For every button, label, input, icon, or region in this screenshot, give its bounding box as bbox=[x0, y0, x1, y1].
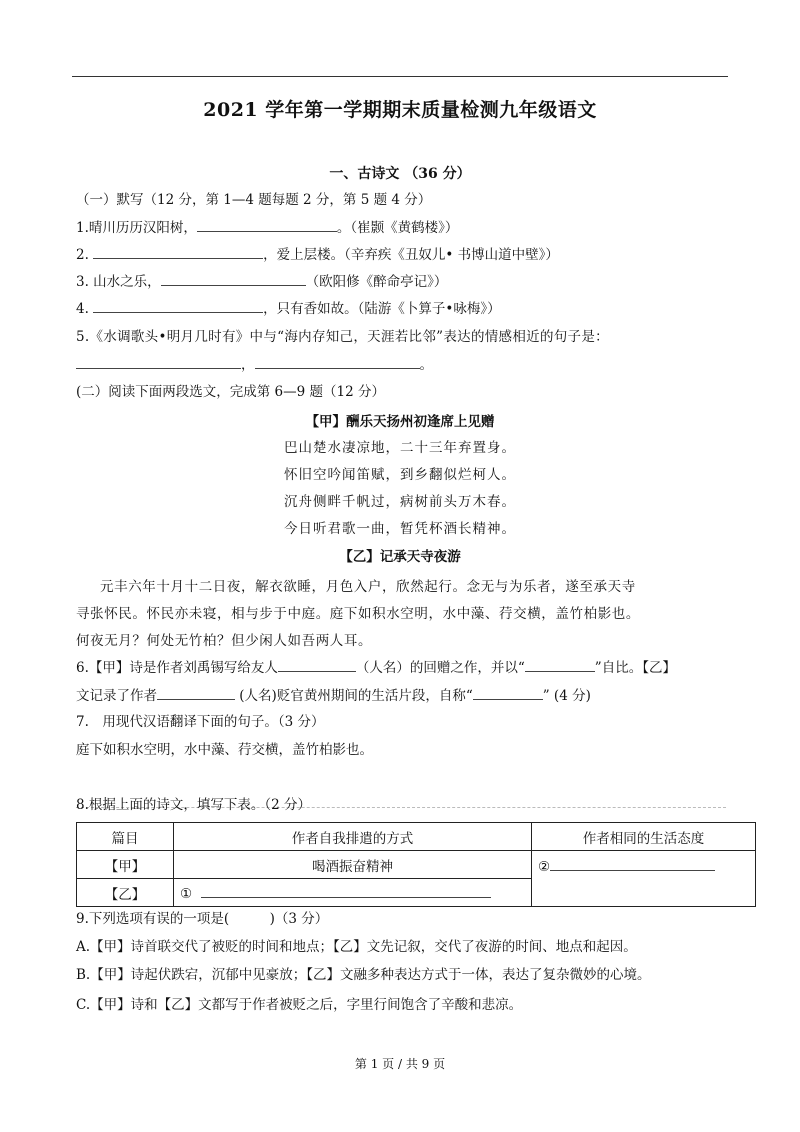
prose-line: 何夜无月？何处无竹柏？但少闲人如吾两人耳。 bbox=[76, 633, 373, 649]
q6-blank-3[interactable] bbox=[157, 685, 235, 700]
table-cell: 【甲】 bbox=[77, 851, 174, 879]
option-c[interactable]: C.【甲】诗和【乙】文都写于作者被贬之后，字里行间饱含了辛酸和悲凉。 bbox=[76, 997, 523, 1013]
question-6-line-2 bbox=[76, 685, 591, 706]
q1-prefix: 1.晴川历历汉阳树， bbox=[76, 220, 197, 236]
poem-line: 怀旧空吟闻笛赋，到乡翻似烂柯人。 bbox=[284, 467, 516, 483]
question-5: 5.《水调歌头•明月几时有》中与“海内存知己，天涯若比邻”表达的情感相近的句子是： bbox=[76, 329, 609, 345]
q6-text-a3: ”自比。【乙】 bbox=[594, 660, 676, 676]
q6-text-a1: 6.【甲】诗是作者刘禹锡写给友人 bbox=[76, 660, 278, 676]
question-5-answer bbox=[76, 354, 433, 375]
question-9: 9.下列选项有误的一项是( )（3 分） bbox=[76, 911, 329, 927]
prose-line: 元丰六年十月十二日夜，解衣欲睡，月色入户，欣然起行。念无与为乐者，遂至承天寺 bbox=[100, 579, 636, 595]
q8-blank-2[interactable] bbox=[550, 856, 715, 871]
q6-blank-1[interactable] bbox=[278, 657, 356, 672]
table-cell: 【乙】 bbox=[77, 879, 174, 907]
table-header: 作者相同的生活态度 bbox=[532, 823, 756, 851]
question-6-line-1 bbox=[76, 657, 676, 678]
question-3 bbox=[76, 271, 447, 292]
circled-2: ② bbox=[538, 859, 551, 875]
prose-title: 【乙】记承天寺夜游 bbox=[339, 549, 461, 565]
poem-line: 今日听君歌一曲，暂凭杯酒长精神。 bbox=[284, 521, 516, 537]
q5-sep: ， bbox=[241, 357, 255, 373]
question-8: 8.根据上面的诗文，填写下表。（2 分） bbox=[76, 797, 312, 813]
page-title: 2021 学年第一学期期末质量检测九年级语文 bbox=[203, 99, 597, 121]
section-heading: 一、古诗文 （36 分） bbox=[329, 166, 471, 182]
q6-text-b3: ” (4 分) bbox=[542, 688, 591, 704]
q6-blank-2[interactable] bbox=[525, 657, 595, 672]
q6-text-b1: 文记录了作者 bbox=[76, 688, 157, 704]
option-a[interactable]: A.【甲】诗首联交代了被贬的时间和地点；【乙】文先记叙，交代了夜游的时间、地点和起因。 bbox=[76, 939, 637, 955]
q5-end: 。 bbox=[419, 357, 433, 373]
question-7: 7. 用现代汉语翻译下面的句子。（3 分） bbox=[76, 714, 325, 730]
poem-line: 巴山楚水凄凉地，二十三年弃置身。 bbox=[284, 440, 516, 456]
q3-blank[interactable] bbox=[161, 271, 306, 286]
q3-prefix: 3. 山水之乐， bbox=[76, 274, 161, 290]
table-cell-answer-1[interactable] bbox=[174, 879, 532, 907]
poem-title: 【甲】酬乐天扬州初逢席上见赠 bbox=[305, 414, 495, 430]
table-cell: 喝酒振奋精神 bbox=[174, 851, 532, 879]
poem-line: 沉舟侧畔千帆过，病树前头万木春。 bbox=[284, 494, 516, 510]
part1-heading: （一）默写（12 分，第 1—4 题每题 2 分，第 5 题 4 分） bbox=[76, 192, 432, 208]
q6-text-a2: （人名）的回赠之作，并以“ bbox=[355, 660, 525, 676]
table-header: 篇目 bbox=[77, 823, 174, 851]
q1-blank[interactable] bbox=[197, 217, 337, 232]
option-b[interactable]: B.【甲】诗起伏跌宕，沉郁中见豪放；【乙】文融多种表达方式于一体，表达了复杂微妙的心境。 bbox=[76, 967, 651, 983]
question-7-sentence: 庭下如积水空明，水中藻、荇交横，盖竹柏影也。 bbox=[76, 742, 373, 758]
question-2 bbox=[76, 244, 559, 265]
q4-blank[interactable] bbox=[93, 298, 263, 313]
q3-suffix: （欧阳修《醉命亭记》） bbox=[305, 274, 448, 290]
question-1 bbox=[76, 217, 458, 238]
q6-blank-4[interactable] bbox=[473, 685, 543, 700]
q8-table bbox=[76, 822, 756, 907]
q8-blank-1[interactable] bbox=[201, 883, 491, 898]
q4-prefix: 4. bbox=[76, 301, 94, 317]
question-4 bbox=[76, 298, 501, 319]
q4-suffix: ，只有香如故。（陆游《卜算子•咏梅》） bbox=[263, 301, 501, 317]
prose-line: 寻张怀民。怀民亦未寝，相与步于中庭。庭下如积水空明，水中藻、荇交横，盖竹柏影也。 bbox=[76, 606, 640, 622]
q5-blank-1[interactable] bbox=[76, 354, 241, 369]
q5-blank-2[interactable] bbox=[255, 354, 420, 369]
header-rule bbox=[72, 76, 728, 77]
table-cell-answer-2[interactable] bbox=[532, 851, 756, 907]
q2-blank[interactable] bbox=[93, 244, 263, 259]
q2-prefix: 2. bbox=[76, 247, 94, 263]
q2-suffix: ，爱上层楼。（辛弃疾《丑奴儿• 书博山道中壁》） bbox=[263, 247, 559, 263]
page-footer: 第 1 页 / 共 9 页 bbox=[354, 1057, 446, 1071]
q6-text-b2: (人名)贬官黄州期间的生活片段，自称“ bbox=[235, 688, 473, 704]
circled-1: ① bbox=[180, 886, 193, 902]
q1-suffix: 。（崔颢《黄鹤楼》） bbox=[336, 220, 459, 236]
part2-heading: (二）阅读下面两段选文，完成第 6—9 题（12 分） bbox=[76, 384, 385, 400]
table-header: 作者自我排遣的方式 bbox=[174, 823, 532, 851]
